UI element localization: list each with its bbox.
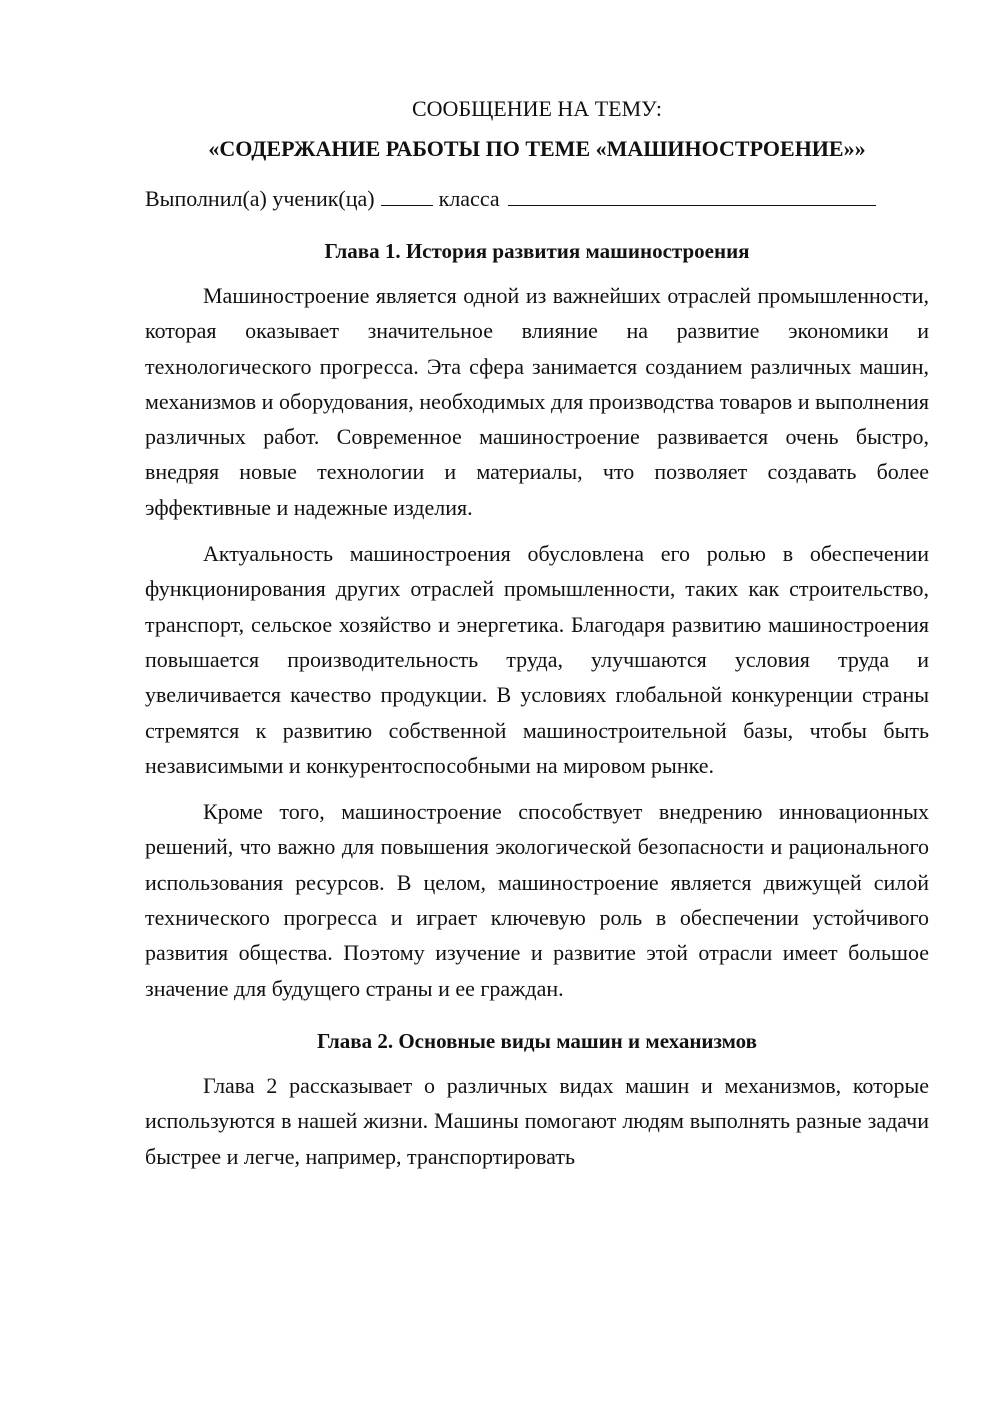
- chapter-1: [145, 234, 929, 1006]
- paragraph: Актуальность машиностроения обусловлена его ролью в обеспечении функционирования других отраслей промышленности, таких как строительство, транспорт, сельское хозяйство и энергетика. Благодаря развитию машиностроения повышается производительность труда, улучшаются условия труда и увеличивается качество продукции. В условиях глобальной конкуренции страны стремятся к развитию собственной машиностроительной базы, чтобы быть независимыми и конкурентоспособными на мировом рынке.: [145, 541, 929, 778]
- document-heading: СООБЩЕНИЕ НА ТЕМУ:: [412, 96, 662, 121]
- chapter-title: Глава 2. Основные виды машин и механизмов: [316, 1028, 757, 1053]
- paragraph: Глава 2 рассказывает о различных видах машин и механизмов, которые используются в нашей жизни. Машины помогают людям выполнять разные задачи быстрее и легче, например, транспортировать: [145, 1072, 929, 1169]
- chapter-title: Глава 1. История развития машиностроения: [324, 239, 750, 263]
- paragraph: Кроме того, машиностроение способствует внедрению инновационных решений, что важно для повышения экологической безопасности и рационального использования ресурсов. В целом, машиностроение является движущей силой технического прогресса и играет ключевую роль в обеспечении устойчивого развития общества. Поэтому изучение и развитие этой отрасли имеет большое значение для будущего страны и ее граждан.: [145, 799, 929, 1001]
- name-blank: [508, 183, 876, 206]
- author-prefix: Выполнил(а) ученик(ца): [145, 186, 375, 211]
- grade-blank: [381, 183, 433, 206]
- document-topic-title: «СОДЕРЖАНИЕ РАБОТЫ ПО ТЕМЕ «МАШИНОСТРОЕНИЕ»»: [208, 136, 866, 161]
- author-line: [145, 182, 929, 216]
- chapter-2: [145, 1024, 929, 1174]
- paragraph: Машиностроение является одной из важнейших отраслей промышленности, которая оказывает значительное влияние на развитие экономики и технологического прогресса. Эта сфера занимается созданием различных машин, механизмов и оборудования, необходимых для производства товаров и выполнения различных работ. Современное машиностроение развивается очень быстро, внедряя новые технологии и материалы, что позволяет создавать более эффективные и надежные изделия.: [145, 283, 929, 520]
- class-word: класса: [438, 186, 500, 211]
- document-page: [145, 92, 929, 1185]
